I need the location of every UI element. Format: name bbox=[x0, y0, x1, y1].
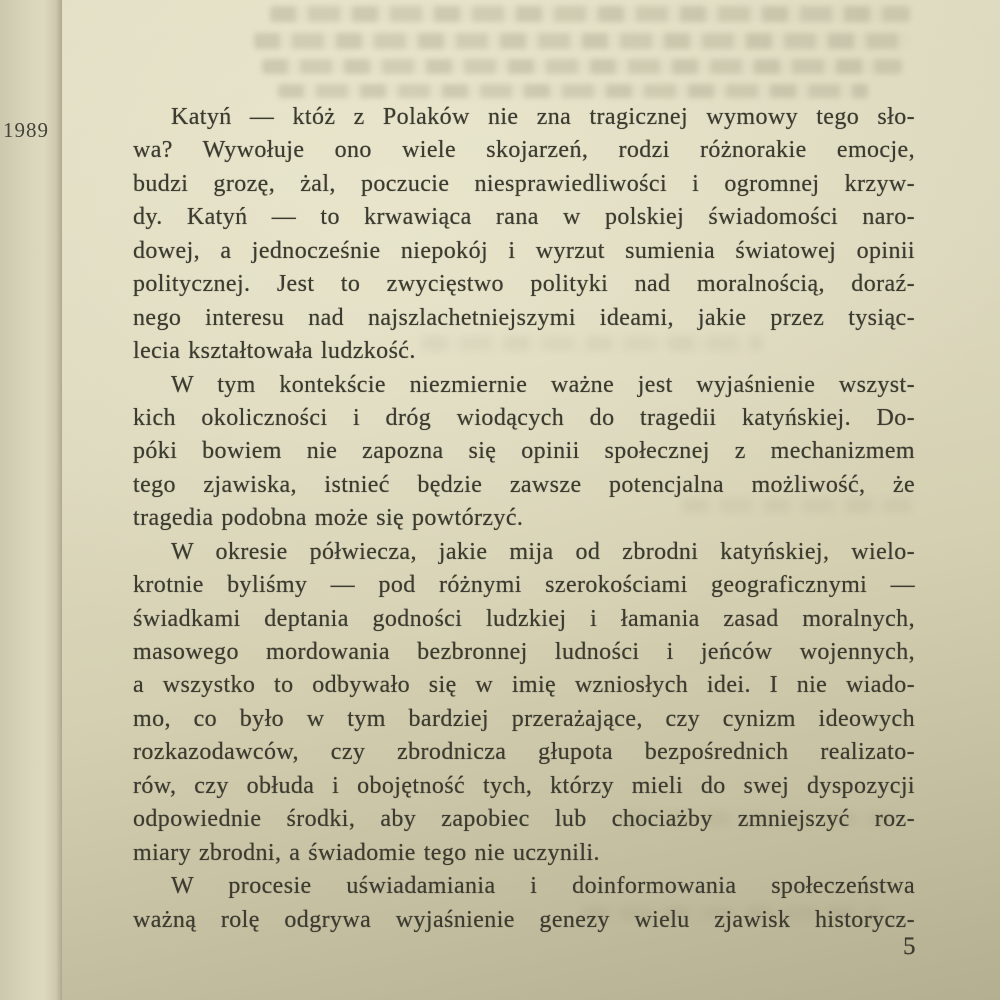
showthrough-text-line bbox=[270, 6, 910, 22]
text-line: krotnie byliśmy — pod różnymi szerokościami geograficznymi — bbox=[133, 572, 915, 599]
text-line: tragedia podobna może się powtórzyć. bbox=[133, 505, 524, 532]
text-line: budzi grozę, żal, poczucie niesprawiedliwości i ogromnej krzyw- bbox=[133, 170, 915, 197]
text-line: lecia kształtowała ludzkość. bbox=[133, 338, 416, 365]
book-page bbox=[62, 0, 1000, 1000]
page-number: 5 bbox=[903, 933, 916, 960]
text-line: W procesie uświadamiania i doinformowania społeczeństwa bbox=[171, 873, 915, 900]
text-line: dowej, a jednocześnie niepokój i wyrzut sumienia światowej opinii bbox=[133, 237, 915, 264]
text-line: kich okoliczności i dróg wiodących do tragedii katyńskiej. Do- bbox=[133, 404, 915, 431]
text-line: politycznej. Jest to zwycięstwo polityki nad moralnością, doraź- bbox=[133, 271, 915, 298]
text-line: Katyń — któż z Polaków nie zna tragicznej wymowy tego sło- bbox=[171, 104, 915, 130]
text-line: ważną rolę odgrywa wyjaśnienie genezy wielu zjawisk historycz- bbox=[133, 906, 915, 933]
text-line: dy. Katyń — to krwawiąca rana w polskiej świadomości naro- bbox=[133, 204, 915, 231]
showthrough-text-line bbox=[262, 59, 902, 74]
text-line: świadkami deptania godności ludzkiej i łamania zasad moralnych, bbox=[133, 605, 915, 632]
text-line: odpowiednie środki, aby zapobiec lub chociażby zmniejszyć roz- bbox=[133, 806, 915, 833]
showthrough-text-line bbox=[278, 84, 868, 98]
text-line: nego interesu nad najszlachetniejszymi ideami, jakie przez tysiąc- bbox=[133, 304, 915, 331]
text-line: rozkazodawców, czy zbrodnicza głupota bezpośrednich realizato- bbox=[133, 739, 915, 766]
marginalia-year: 1989 bbox=[3, 118, 49, 142]
text-line: W okresie półwiecza, jakie mija od zbrodni katyńskiej, wielo- bbox=[171, 538, 915, 565]
text-line: a wszystko to odbywało się w imię wzniosłych idei. I nie wiado- bbox=[133, 672, 915, 699]
text-line: W tym kontekście niezmiernie ważne jest wyjaśnienie wszyst- bbox=[171, 371, 915, 398]
showthrough-text-line bbox=[254, 33, 909, 49]
text-line: tego zjawiska, istnieć będzie zawsze potencjalna możliwość, że bbox=[133, 471, 915, 498]
text-line: miary zbrodni, a świadomie tego nie uczynili. bbox=[133, 839, 600, 866]
text-line: póki bowiem nie zapozna się opinii społecznej z mechanizmem bbox=[133, 438, 915, 465]
facing-page-edge bbox=[0, 0, 62, 1000]
text-line: wa? Wywołuje ono wiele skojarzeń, rodzi różnorakie emocje, bbox=[133, 137, 915, 164]
text-line: mo, co było w tym bardziej przerażające, czy cynizm ideowych bbox=[133, 705, 915, 732]
text-line: rów, czy obłuda i obojętność tych, którzy mieli do swej dyspozycji bbox=[133, 772, 915, 799]
text-line: masowego mordowania bezbronnej ludności i jeńców wojennych, bbox=[133, 639, 915, 665]
body-text bbox=[133, 101, 915, 937]
